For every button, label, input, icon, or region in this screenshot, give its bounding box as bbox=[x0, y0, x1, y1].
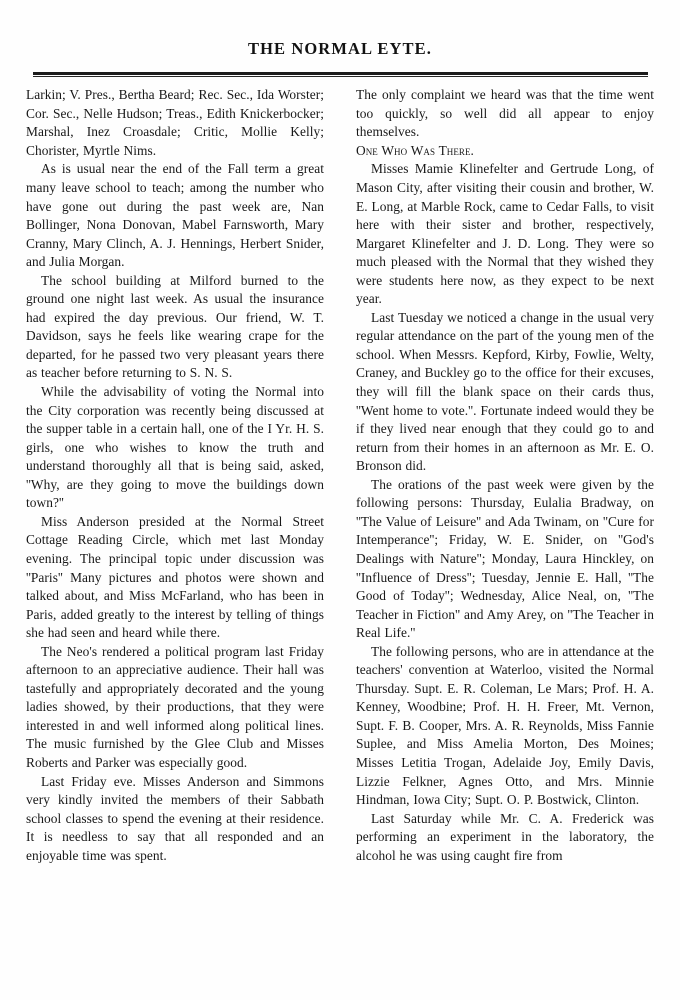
paragraph-klinefelter-long-visit: Misses Mamie Klinefelter and Gertrude Long, of Mason City, after visiting their cousin and brother, W. E. Long, at Marble Rock, came to Cedar Falls, to visit here with their sister and brother, respectively, Margaret Klinefelter and J. D. Long. They were so much pleased with the Normal that they wished they were students here now, as they expect to be next year. bbox=[356, 161, 654, 307]
paragraph-officers-list: Larkin; V. Pres., Bertha Beard; Rec. Sec., Ida Worster; Cor. Sec., Nelle Hudson; Treas., Edith Knickerbocker; Marshal, Inez Croasdale; Critic, Mollie Kelly; Chorister, Myrtle Nims. bbox=[26, 87, 324, 158]
right-column bbox=[356, 86, 654, 865]
paragraph-waterloo-convention-visitors: The following persons, who are in attendance at the teachers' convention at Waterloo, visited the Normal Thursday. Supt. E. R. Coleman, Le Mars; Prof. H. A. Kenney, Woodbine; Prof. H. H. Freer, Mt. Vernon, Supt. F. B. Cooper, Mrs. A. R. Reynolds, Miss Fannie Suplee, and Miss Amelia Morton, Des Moines; Misses Letitia Trogan, Adelaide Joy, Emily Davis, Lizzie Felkner, Agnes Otto, and Mrs. Minnie Hindman, Iowa City; Supt. O. P. Bostwick, Clinton. bbox=[356, 643, 654, 808]
paragraph-city-corporation-vote: While the advisability of voting the Normal into the City corporation was recently being discussed at the supper table in a certain hall, one of the I Yr. H. S. girls, one who wishes to know the truth and understand thoroughly all that is being said, asked, ''Why, are they going to move the buildings down town?'' bbox=[26, 384, 324, 511]
paragraph-complaint-continued: The only complaint we heard was that the time went too quickly, so well did all appear to enjoy themselves. bbox=[356, 87, 654, 140]
running-head bbox=[0, 0, 680, 65]
paragraph-reading-circle: Miss Anderson presided at the Normal Street Cottage Reading Circle, which met last Monday evening. The principal topic under discussion was ''Paris'' Many pictures and photos were shown and talked about, and Miss McFarland, who has been in Paris, added greatly to the interest by telling of things she had seen and heard while there. bbox=[26, 513, 324, 641]
two-column-body bbox=[26, 86, 654, 865]
page-title: THE NORMAL EYTE. bbox=[247, 39, 432, 58]
paragraph-milford-fire: The school building at Milford burned to the ground one night last week. As usual the insurance had expired the day previous. Our friend, W. T. Davidson, says he feels like wearing crape for the departed, for he passed two very pleasant years there as teacher before returning to S. N. S. bbox=[26, 272, 324, 381]
left-column bbox=[26, 86, 324, 865]
paragraph-sabbath-school-gathering: Last Friday eve. Misses Anderson and Simmons very kindly invited the members of their Sabbath school classes to spend the evening at their residence. It is needless to say that all responded and an enjoyable time was spent. bbox=[26, 773, 324, 863]
article-signature: One Who Was There. bbox=[356, 142, 474, 158]
paragraph-attendance-change-voting: Last Tuesday we noticed a change in the usual very regular attendance on the part of the young men of the school. When Messrs. Kepford, Kirby, Fowlie, Welty, Craney, and Buckley go to the office for their excuses, they will fill the blank space on their cards thus, ''Went home to vote.''. Fortunate indeed would they be if they lived near enough that they could go to and return from their homes in an afternoon as Mr. E. O. Bronson did. bbox=[356, 309, 654, 474]
rule-thin bbox=[33, 76, 648, 77]
paragraph-neos-political-program: The Neo's rendered a political program last Friday afternoon to an appreciative audience. Their hall was tastefully and appropriately decorated and the young ladies showed, by their productions, that they were interested in and well informed along political lines. The music furnished by the Glee Club and Misses Roberts and Parker was especially good. bbox=[26, 643, 324, 770]
paragraph-laboratory-fire: Last Saturday while Mr. C. A. Frederick was performing an experiment in the laboratory, the alcohol he was using caught fire from bbox=[356, 810, 654, 863]
header-double-rule bbox=[33, 72, 648, 77]
paragraph-orations-list: The orations of the past week were given by the following persons: Thursday, Eulalia Bradway, on ''The Value of Leisure'' and Ada Twinam, on ''Cure for Intemperance''; Friday, W. E. Snider, on ''God's Dealings with Nature''; Monday, Laura Hinckley, on ''Influence of Dress''; Tuesday, Jennie E. Hall, ''The Good of Today''; Wednesday, Alice Neal, on, ''The Teacher in Fiction'' and Amy Arey, on ''The Teacher in Real Life.'' bbox=[356, 476, 654, 641]
paragraph-leaving-to-teach: As is usual near the end of the Fall term a great many leave school to teach; among the number who have gone out during the past week are, Nan Bollinger, Nona Donovan, Mabel Farnsworth, Mary Cranny, Mary Clinch, A. J. Hennings, Herbert Snider, and Julia Morgan. bbox=[26, 161, 324, 270]
